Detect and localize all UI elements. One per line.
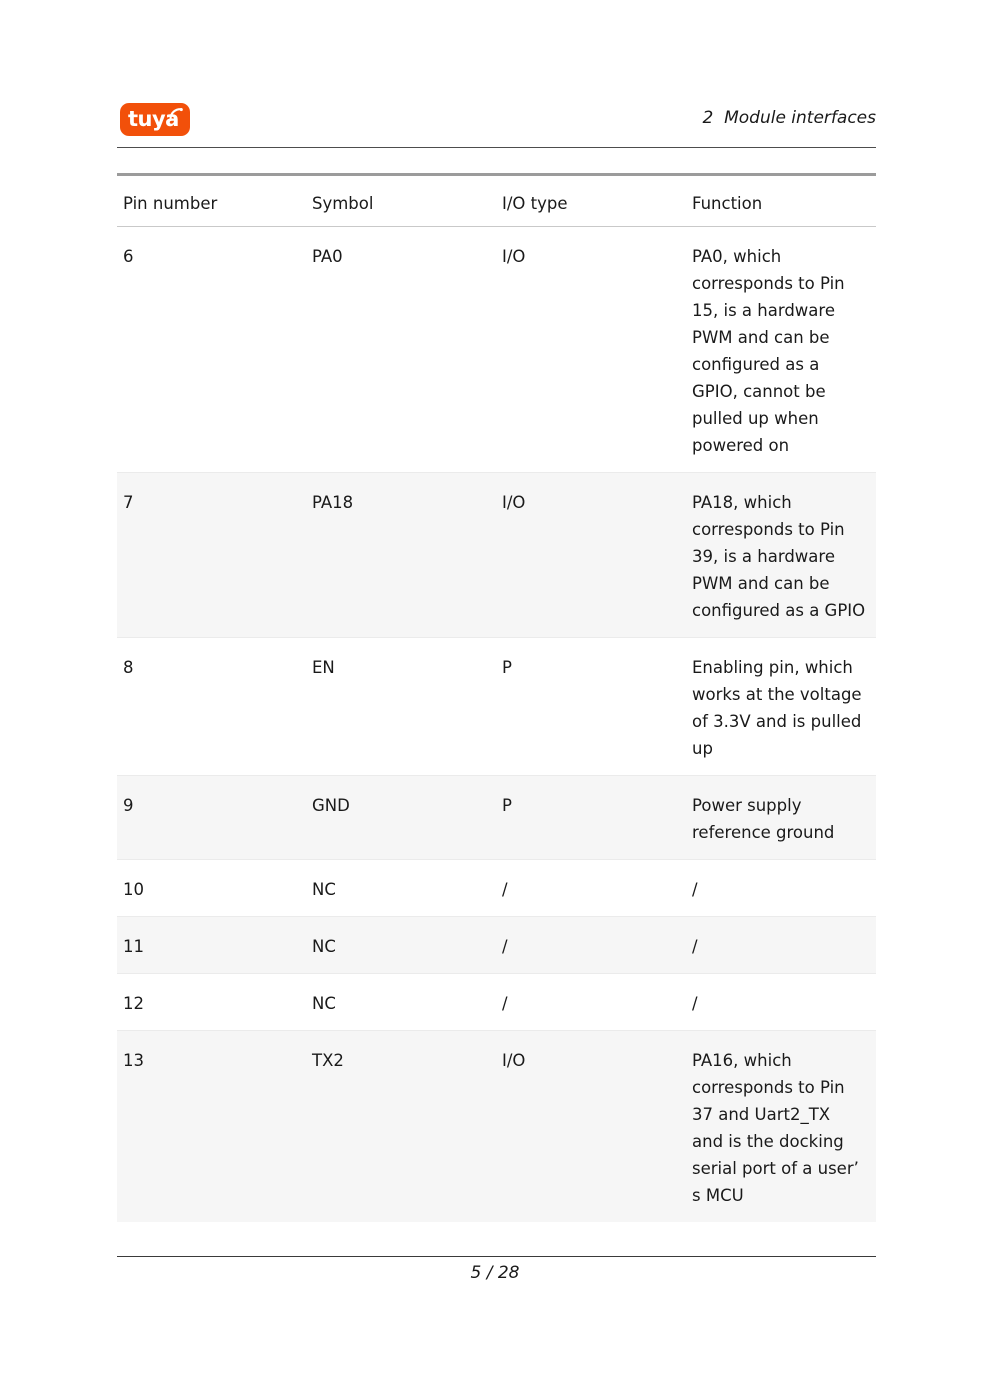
table-row — [117, 860, 876, 917]
cell-symbol: PA0 — [306, 227, 496, 473]
cell-pin-number: 9 — [117, 776, 306, 860]
table-row — [117, 1031, 876, 1223]
document-header — [117, 96, 876, 148]
wifi-arc-icon — [169, 108, 183, 121]
cell-symbol: PA18 — [306, 473, 496, 638]
cell-pin-number: 11 — [117, 917, 306, 974]
table-row — [117, 776, 876, 860]
cell-symbol: EN — [306, 638, 496, 776]
cell-io-type: / — [496, 917, 686, 974]
cell-io-type: / — [496, 974, 686, 1031]
cell-io-type: P — [496, 776, 686, 860]
cell-function: Power supply reference ground — [686, 776, 876, 860]
cell-io-type: I/O — [496, 227, 686, 473]
table-row — [117, 227, 876, 473]
header-divider — [117, 147, 876, 148]
cell-io-type: I/O — [496, 1031, 686, 1223]
table-row — [117, 638, 876, 776]
cell-function: Enabling pin, which works at the voltage of 3.3V and is pulled up — [686, 638, 876, 776]
cell-pin-number: 7 — [117, 473, 306, 638]
table-row — [117, 473, 876, 638]
section-title: 2 Module interfaces — [702, 108, 876, 128]
table-row — [117, 917, 876, 974]
cell-function: PA18, which corresponds to Pin 39, is a hardware PWM and can be configured as a GPIO — [686, 473, 876, 638]
table-row — [117, 974, 876, 1031]
footer-divider — [117, 1256, 876, 1257]
cell-io-type: P — [496, 638, 686, 776]
cell-pin-number: 13 — [117, 1031, 306, 1223]
column-header-pin-number: Pin number — [117, 176, 306, 227]
page-number: 5 / 28 — [470, 1263, 520, 1283]
column-header-io-type: I/O type — [496, 176, 686, 227]
cell-symbol: NC — [306, 974, 496, 1031]
cell-function: PA16, which corresponds to Pin 37 and Uart2_TX and is the docking serial port of a user’ s MCU — [686, 1031, 876, 1223]
cell-symbol: NC — [306, 860, 496, 917]
cell-function: / — [686, 917, 876, 974]
cell-symbol: GND — [306, 776, 496, 860]
cell-function: PA0, which corresponds to Pin 15, is a hardware PWM and can be configured as a GPIO, cannot be pulled up when powered on — [686, 227, 876, 473]
cell-symbol: TX2 — [306, 1031, 496, 1223]
cell-io-type: / — [496, 860, 686, 917]
cell-pin-number: 8 — [117, 638, 306, 776]
cell-io-type: I/O — [496, 473, 686, 638]
column-header-symbol: Symbol — [306, 176, 496, 227]
cell-symbol: NC — [306, 917, 496, 974]
pin-definition-table — [117, 173, 876, 1222]
cell-pin-number: 10 — [117, 860, 306, 917]
cell-pin-number: 12 — [117, 974, 306, 1031]
tuya-logo-wordmark: tuya — [128, 107, 179, 131]
cell-pin-number: 6 — [117, 227, 306, 473]
column-header-function: Function — [686, 176, 876, 227]
table-body — [117, 173, 876, 1222]
cell-function: / — [686, 974, 876, 1031]
table-header-row — [117, 176, 876, 227]
cell-function: / — [686, 860, 876, 917]
tuya-logo — [120, 103, 190, 136]
